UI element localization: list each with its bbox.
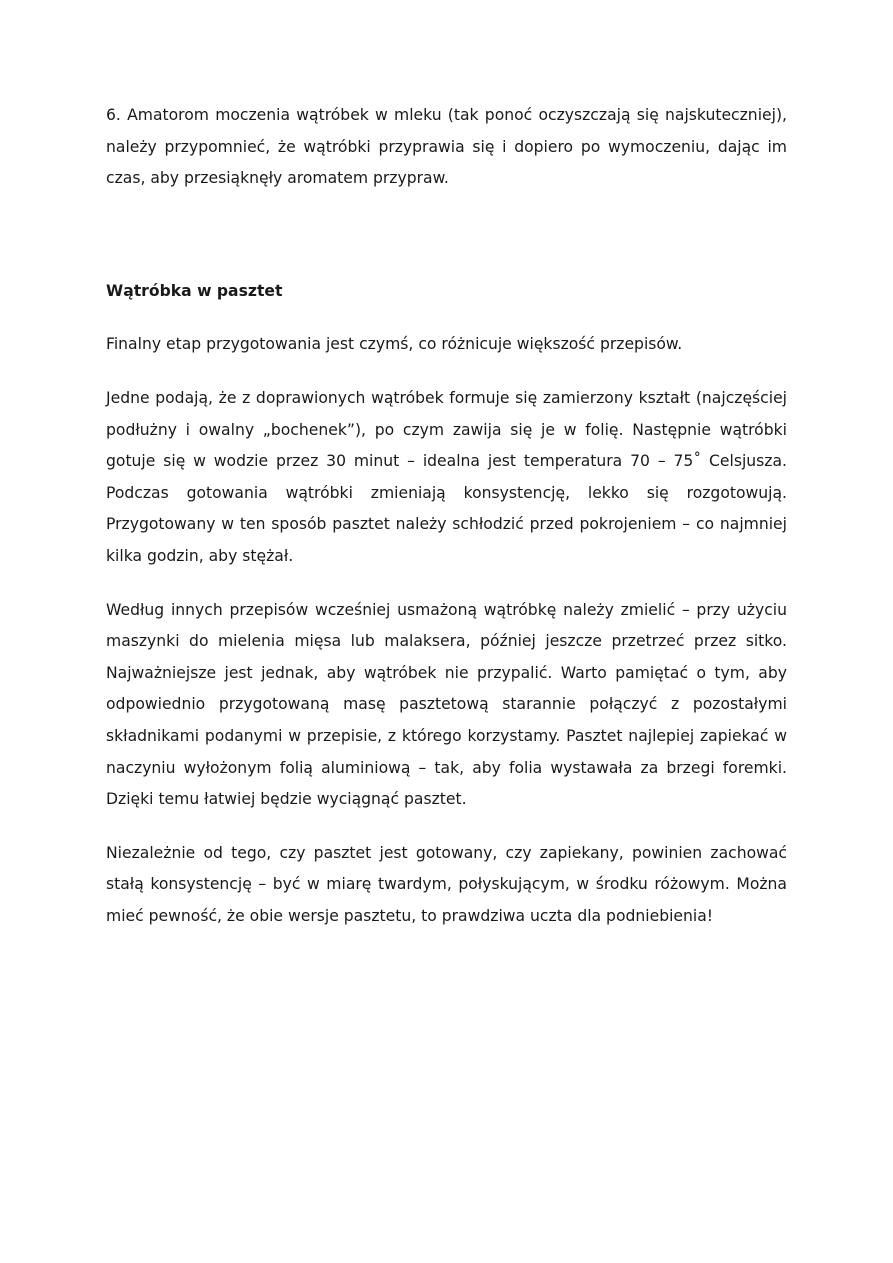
paragraph-spacer [106, 573, 787, 595]
paragraph-spacer [106, 307, 787, 329]
body-paragraph-1: Finalny etap przygotowania jest czymś, co różnicuje większość przepisów. [106, 335, 683, 354]
document-page [106, 100, 787, 932]
paragraph-spacer [106, 816, 787, 838]
intro-paragraph: 6. Amatorom moczenia wątróbek w mleku (tak ponoć oczyszczają się najskuteczniej), należy przypomnieć, że wątróbki przyprawia się i dopiero po wymoczeniu, dając im czas, aby przesiąknęły aromatem przypraw. [106, 106, 787, 188]
section-heading: Wątróbka w pasztet [106, 281, 283, 300]
paragraph-spacer [106, 361, 787, 383]
body-paragraph-3: Według innych przepisów wcześniej usmażoną wątróbkę należy zmielić – przy użyciu maszynki do mielenia mięsa lub malaksera, później jeszcze przetrzeć przez sitko. Najważniejsze jest jednak, aby wątróbek nie przypalić. Warto pamiętać o tym, aby odpowiednio przygotowaną masę pasztetową starannie połączyć z pozostałymi składnikami podanymi w przepisie, z którego korzystamy. Pasztet najlepiej zapiekać w naczyniu wyłożonym folią aluminiową – tak, aby folia wystawała za brzegi foremki. Dzięki temu łatwiej będzie wyciągnąć pasztet. [106, 600, 787, 809]
body-paragraph-2: Jedne podają, że z doprawionych wątróbek formuje się zamierzony kształt (najczęściej podłużny i owalny „bochenek”), po czym zawija się je w folię. Następnie wątróbki gotuje się w wodzie przez 30 minut – idealna jest temperatura 70 – 75˚ Celsjusza. Podczas gotowania wątróbki zmieniają konsystencję, lekko się rozgotowują. Przygotowany w ten sposób pasztet należy schłodzić przed pokrojeniem – co najmniej kilka godzin, aby stężał. [106, 388, 787, 565]
body-paragraph-4: Niezależnie od tego, czy pasztet jest gotowany, czy zapiekany, powinien zachować stałą konsystencję – być w miarę twardym, połyskującym, w środku różowym. Można mieć pewność, że obie wersje pasztetu, to prawdziwa uczta dla podniebienia! [106, 843, 787, 925]
section-spacer [106, 195, 787, 276]
